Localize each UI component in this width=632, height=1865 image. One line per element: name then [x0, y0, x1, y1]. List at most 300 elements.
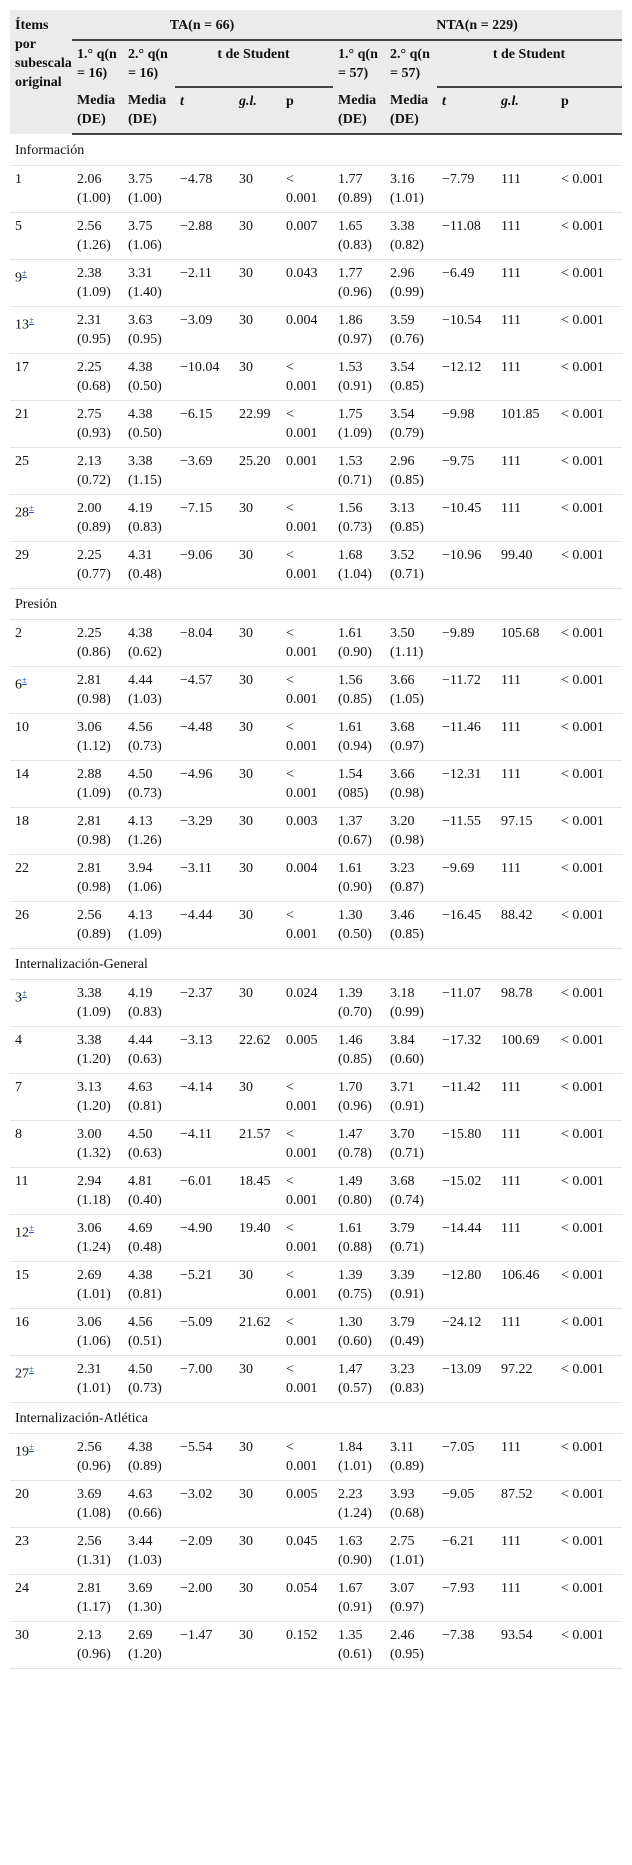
- value-cell-nta2: 3.79 (0.71): [385, 1214, 437, 1261]
- item-number: 19: [15, 1444, 29, 1460]
- item-cell: [10, 212, 72, 259]
- value-cell-ta1: 2.00 (0.89): [72, 494, 123, 541]
- value-cell-nta-t: −9.69: [437, 854, 496, 901]
- section-row: [10, 948, 622, 979]
- value-cell-nta2: 3.46 (0.85): [385, 901, 437, 948]
- footnote-link[interactable]: ±: [29, 1222, 34, 1233]
- value-cell-ta-t: −5.09: [175, 1308, 234, 1355]
- item-number: 2: [15, 625, 22, 641]
- value-cell-nta-gl: 111: [496, 353, 556, 400]
- value-cell-nta1: 1.68 (1.04): [333, 541, 385, 588]
- value-cell-nta-t: −10.45: [437, 494, 496, 541]
- value-cell-ta2: 3.94 (1.06): [123, 854, 175, 901]
- value-cell-ta-p: < 0.001: [281, 165, 333, 212]
- value-cell-ta1: 2.81 (0.98): [72, 854, 123, 901]
- value-cell-ta1: 3.38 (1.20): [72, 1026, 123, 1073]
- value-cell-ta-p: < 0.001: [281, 1167, 333, 1214]
- value-cell-nta2: 3.18 (0.99): [385, 979, 437, 1026]
- value-cell-nta2: 3.71 (0.91): [385, 1073, 437, 1120]
- value-cell-ta-p: 0.024: [281, 979, 333, 1026]
- value-cell-ta2: 2.69 (1.20): [123, 1621, 175, 1668]
- value-cell-nta-p: < 0.001: [556, 1308, 622, 1355]
- value-cell-ta-gl: 30: [234, 1527, 281, 1574]
- item-cell: [10, 854, 72, 901]
- value-cell-nta-gl: 111: [496, 713, 556, 760]
- section-row: [10, 1402, 622, 1433]
- value-cell-nta-p: < 0.001: [556, 713, 622, 760]
- nta-gl-header: g.l.: [496, 87, 556, 134]
- table-row: [10, 1433, 622, 1480]
- value-cell-nta-t: −6.21: [437, 1527, 496, 1574]
- section-title: Internalización-General: [10, 948, 622, 979]
- value-cell-nta2: 3.23 (0.83): [385, 1355, 437, 1402]
- value-cell-ta2: 4.56 (0.51): [123, 1308, 175, 1355]
- item-number: 6: [15, 677, 22, 693]
- value-cell-ta-t: −4.78: [175, 165, 234, 212]
- value-cell-nta-p: < 0.001: [556, 400, 622, 447]
- value-cell-ta1: 2.38 (1.09): [72, 259, 123, 306]
- value-cell-ta1: 2.56 (0.96): [72, 1433, 123, 1480]
- value-cell-ta-gl: 30: [234, 306, 281, 353]
- value-cell-nta-t: −13.09: [437, 1355, 496, 1402]
- value-cell-nta-t: −9.05: [437, 1480, 496, 1527]
- footnote-link[interactable]: ±: [22, 674, 27, 685]
- value-cell-ta2: 3.75 (1.00): [123, 165, 175, 212]
- value-cell-ta1: 2.25 (0.86): [72, 619, 123, 666]
- value-cell-nta-t: −7.38: [437, 1621, 496, 1668]
- value-cell-nta-t: −12.31: [437, 760, 496, 807]
- value-cell-nta-t: −6.49: [437, 259, 496, 306]
- value-cell-ta-t: −2.11: [175, 259, 234, 306]
- value-cell-ta2: 4.56 (0.73): [123, 713, 175, 760]
- value-cell-nta-p: < 0.001: [556, 541, 622, 588]
- value-cell-ta-gl: 30: [234, 165, 281, 212]
- value-cell-nta-t: −7.93: [437, 1574, 496, 1621]
- value-cell-ta-p: 0.003: [281, 807, 333, 854]
- table-row: [10, 901, 622, 948]
- value-cell-ta-t: −3.09: [175, 306, 234, 353]
- value-cell-ta-gl: 21.57: [234, 1120, 281, 1167]
- value-cell-ta-gl: 30: [234, 760, 281, 807]
- table-row: [10, 1167, 622, 1214]
- item-number: 26: [15, 907, 29, 923]
- value-cell-ta1: 2.25 (0.77): [72, 541, 123, 588]
- value-cell-nta-t: −9.89: [437, 619, 496, 666]
- value-cell-nta-gl: 97.22: [496, 1355, 556, 1402]
- value-cell-nta1: 1.61 (0.90): [333, 854, 385, 901]
- nta-q2-media-header: Media (DE): [385, 87, 437, 134]
- value-cell-ta-gl: 19.40: [234, 1214, 281, 1261]
- value-cell-ta1: 2.56 (1.26): [72, 212, 123, 259]
- value-cell-ta1: 3.00 (1.32): [72, 1120, 123, 1167]
- value-cell-ta-gl: 21.62: [234, 1308, 281, 1355]
- value-cell-ta-t: −9.06: [175, 541, 234, 588]
- value-cell-ta-gl: 22.99: [234, 400, 281, 447]
- value-cell-ta-t: −1.47: [175, 1621, 234, 1668]
- value-cell-ta-p: < 0.001: [281, 494, 333, 541]
- value-cell-ta1: 2.31 (1.01): [72, 1355, 123, 1402]
- value-cell-nta-gl: 106.46: [496, 1261, 556, 1308]
- value-cell-ta-t: −2.37: [175, 979, 234, 1026]
- value-cell-ta-gl: 30: [234, 353, 281, 400]
- value-cell-nta1: 2.23 (1.24): [333, 1480, 385, 1527]
- item-number: 22: [15, 860, 29, 876]
- value-cell-ta1: 3.06 (1.06): [72, 1308, 123, 1355]
- value-cell-ta-t: −3.69: [175, 447, 234, 494]
- table-row: [10, 165, 622, 212]
- item-cell: [10, 619, 72, 666]
- footnote-link[interactable]: ±: [29, 1363, 34, 1374]
- item-cell: [10, 1621, 72, 1668]
- item-cell: [10, 666, 72, 713]
- value-cell-ta-t: −2.00: [175, 1574, 234, 1621]
- value-cell-nta1: 1.77 (0.96): [333, 259, 385, 306]
- item-number: 5: [15, 218, 22, 234]
- item-number: 1: [15, 171, 22, 187]
- item-number: 7: [15, 1079, 22, 1095]
- table-row: [10, 1261, 622, 1308]
- item-number: 17: [15, 359, 29, 375]
- value-cell-nta2: 3.52 (0.71): [385, 541, 437, 588]
- value-cell-nta-gl: 111: [496, 1073, 556, 1120]
- value-cell-nta-p: < 0.001: [556, 1355, 622, 1402]
- value-cell-ta2: 4.38 (0.50): [123, 400, 175, 447]
- value-cell-nta1: 1.49 (0.80): [333, 1167, 385, 1214]
- nta-p-header: p: [556, 87, 622, 134]
- table-row: [10, 212, 622, 259]
- value-cell-nta2: 3.68 (0.97): [385, 713, 437, 760]
- section-title: Información: [10, 134, 622, 165]
- value-cell-ta2: 4.44 (1.03): [123, 666, 175, 713]
- value-cell-ta-gl: 30: [234, 619, 281, 666]
- item-number: 24: [15, 1580, 29, 1596]
- item-number: 28: [15, 505, 29, 521]
- value-cell-ta1: 3.13 (1.20): [72, 1073, 123, 1120]
- ta-group-header: TA(n = 66): [72, 10, 333, 40]
- item-cell: [10, 901, 72, 948]
- value-cell-nta-gl: 111: [496, 306, 556, 353]
- value-cell-nta-gl: 111: [496, 447, 556, 494]
- value-cell-ta1: 2.56 (1.31): [72, 1527, 123, 1574]
- table-row: [10, 1120, 622, 1167]
- ta-q1-media-header: Media (DE): [72, 87, 123, 134]
- item-cell: [10, 760, 72, 807]
- item-cell: [10, 1527, 72, 1574]
- nta-t-header: t: [437, 87, 496, 134]
- value-cell-ta2: 4.13 (1.26): [123, 807, 175, 854]
- item-cell: [10, 165, 72, 212]
- value-cell-ta-gl: 30: [234, 1480, 281, 1527]
- item-number: 13: [15, 317, 29, 333]
- item-number: 30: [15, 1627, 29, 1643]
- value-cell-nta-gl: 88.42: [496, 901, 556, 948]
- value-cell-ta-t: −4.14: [175, 1073, 234, 1120]
- item-number: 18: [15, 813, 29, 829]
- value-cell-ta-gl: 25.20: [234, 447, 281, 494]
- value-cell-nta-p: < 0.001: [556, 666, 622, 713]
- table-row: [10, 619, 622, 666]
- value-cell-nta-t: −15.80: [437, 1120, 496, 1167]
- value-cell-ta-t: −7.00: [175, 1355, 234, 1402]
- value-cell-ta-t: −4.57: [175, 666, 234, 713]
- table-row: [10, 1355, 622, 1402]
- value-cell-ta2: 4.38 (0.81): [123, 1261, 175, 1308]
- nta-student-header: t de Student: [437, 40, 622, 87]
- table-row: [10, 1026, 622, 1073]
- value-cell-ta-p: 0.005: [281, 1026, 333, 1073]
- item-cell: [10, 1214, 72, 1261]
- value-cell-ta-t: −6.01: [175, 1167, 234, 1214]
- value-cell-nta2: 3.66 (0.98): [385, 760, 437, 807]
- value-cell-nta-t: −14.44: [437, 1214, 496, 1261]
- value-cell-nta2: 3.13 (0.85): [385, 494, 437, 541]
- value-cell-ta-t: −4.90: [175, 1214, 234, 1261]
- table-row: [10, 447, 622, 494]
- value-cell-nta-t: −16.45: [437, 901, 496, 948]
- item-cell: [10, 807, 72, 854]
- value-cell-nta2: 2.46 (0.95): [385, 1621, 437, 1668]
- footnote-link[interactable]: ±: [29, 1441, 34, 1452]
- value-cell-ta-t: −4.96: [175, 760, 234, 807]
- value-cell-ta-p: 0.004: [281, 306, 333, 353]
- value-cell-ta2: 4.50 (0.73): [123, 1355, 175, 1402]
- value-cell-nta1: 1.37 (0.67): [333, 807, 385, 854]
- value-cell-nta-t: −9.98: [437, 400, 496, 447]
- value-cell-nta2: 3.54 (0.85): [385, 353, 437, 400]
- value-cell-nta2: 3.93 (0.68): [385, 1480, 437, 1527]
- value-cell-nta2: 3.11 (0.89): [385, 1433, 437, 1480]
- value-cell-ta2: 3.44 (1.03): [123, 1527, 175, 1574]
- item-number: 11: [15, 1173, 29, 1189]
- value-cell-ta2: 4.44 (0.63): [123, 1026, 175, 1073]
- value-cell-nta-gl: 111: [496, 259, 556, 306]
- value-cell-ta-gl: 30: [234, 979, 281, 1026]
- table-row: [10, 760, 622, 807]
- items-column-header: Ítems por subescala original: [10, 10, 72, 134]
- value-cell-nta-t: −15.02: [437, 1167, 496, 1214]
- value-cell-nta-gl: 111: [496, 1527, 556, 1574]
- value-cell-ta1: 3.06 (1.12): [72, 713, 123, 760]
- item-cell: [10, 494, 72, 541]
- value-cell-nta2: 3.54 (0.79): [385, 400, 437, 447]
- value-cell-nta2: 3.39 (0.91): [385, 1261, 437, 1308]
- ta-q1-header: 1.° q(n = 16): [72, 40, 123, 87]
- value-cell-nta1: 1.56 (0.85): [333, 666, 385, 713]
- nta-group-header: NTA(n = 229): [333, 10, 622, 40]
- nta-q1-header: 1.° q(n = 57): [333, 40, 385, 87]
- value-cell-ta-p: 0.054: [281, 1574, 333, 1621]
- item-number: 8: [15, 1126, 22, 1142]
- ta-gl-header: g.l.: [234, 87, 281, 134]
- item-number: 12: [15, 1225, 29, 1241]
- value-cell-nta-t: −7.79: [437, 165, 496, 212]
- item-cell: [10, 541, 72, 588]
- table-row: [10, 854, 622, 901]
- item-cell: [10, 1026, 72, 1073]
- value-cell-nta1: 1.86 (0.97): [333, 306, 385, 353]
- value-cell-nta-gl: 99.40: [496, 541, 556, 588]
- item-cell: [10, 1480, 72, 1527]
- value-cell-ta-t: −3.11: [175, 854, 234, 901]
- value-cell-ta2: 4.50 (0.63): [123, 1120, 175, 1167]
- item-cell: [10, 1073, 72, 1120]
- value-cell-ta1: 2.06 (1.00): [72, 165, 123, 212]
- value-cell-ta1: 2.13 (0.72): [72, 447, 123, 494]
- value-cell-nta-gl: 98.78: [496, 979, 556, 1026]
- value-cell-ta-t: −4.11: [175, 1120, 234, 1167]
- value-cell-nta1: 1.46 (0.85): [333, 1026, 385, 1073]
- item-number: 10: [15, 719, 29, 735]
- value-cell-ta-gl: 30: [234, 494, 281, 541]
- value-cell-nta-gl: 105.68: [496, 619, 556, 666]
- value-cell-nta2: 2.96 (0.99): [385, 259, 437, 306]
- value-cell-nta-t: −10.54: [437, 306, 496, 353]
- item-cell: [10, 713, 72, 760]
- value-cell-ta-t: −3.29: [175, 807, 234, 854]
- item-number: 23: [15, 1533, 29, 1549]
- value-cell-nta-gl: 111: [496, 1167, 556, 1214]
- table-row: [10, 1214, 622, 1261]
- value-cell-nta-gl: 111: [496, 854, 556, 901]
- table-row: [10, 400, 622, 447]
- value-cell-ta-p: 0.045: [281, 1527, 333, 1574]
- item-number: 29: [15, 547, 29, 563]
- item-cell: [10, 1574, 72, 1621]
- value-cell-ta-t: −2.09: [175, 1527, 234, 1574]
- value-cell-nta-gl: 111: [496, 494, 556, 541]
- value-cell-nta-p: < 0.001: [556, 259, 622, 306]
- value-cell-ta2: 4.13 (1.09): [123, 901, 175, 948]
- value-cell-nta-gl: 97.15: [496, 807, 556, 854]
- value-cell-ta-p: < 0.001: [281, 353, 333, 400]
- footnote-link[interactable]: ±: [29, 314, 34, 325]
- item-cell: [10, 1355, 72, 1402]
- footnote-link[interactable]: ±: [22, 267, 27, 278]
- value-cell-nta1: 1.61 (0.88): [333, 1214, 385, 1261]
- value-cell-nta-p: < 0.001: [556, 979, 622, 1026]
- value-cell-nta-p: < 0.001: [556, 212, 622, 259]
- value-cell-nta1: 1.39 (0.70): [333, 979, 385, 1026]
- value-cell-ta-t: −8.04: [175, 619, 234, 666]
- item-number: 14: [15, 766, 29, 782]
- value-cell-nta1: 1.65 (0.83): [333, 212, 385, 259]
- value-cell-ta-p: < 0.001: [281, 1433, 333, 1480]
- value-cell-ta-gl: 30: [234, 713, 281, 760]
- value-cell-ta-p: < 0.001: [281, 713, 333, 760]
- ta-t-header: t: [175, 87, 234, 134]
- value-cell-ta-gl: 30: [234, 666, 281, 713]
- value-cell-nta-gl: 111: [496, 212, 556, 259]
- value-cell-nta-t: −11.42: [437, 1073, 496, 1120]
- section-title: Internalización-Atlética: [10, 1402, 622, 1433]
- value-cell-nta-p: < 0.001: [556, 854, 622, 901]
- value-cell-nta-p: < 0.001: [556, 1073, 622, 1120]
- value-cell-nta2: 3.50 (1.11): [385, 619, 437, 666]
- value-cell-ta-gl: 30: [234, 1433, 281, 1480]
- value-cell-nta1: 1.63 (0.90): [333, 1527, 385, 1574]
- value-cell-nta-p: < 0.001: [556, 1574, 622, 1621]
- value-cell-nta1: 1.67 (0.91): [333, 1574, 385, 1621]
- value-cell-ta2: 3.63 (0.95): [123, 306, 175, 353]
- value-cell-nta1: 1.35 (0.61): [333, 1621, 385, 1668]
- value-cell-ta1: 2.69 (1.01): [72, 1261, 123, 1308]
- section-row: [10, 134, 622, 165]
- value-cell-nta-gl: 111: [496, 1433, 556, 1480]
- footnote-link[interactable]: ±: [22, 987, 27, 998]
- value-cell-nta-p: < 0.001: [556, 619, 622, 666]
- value-cell-nta-p: < 0.001: [556, 760, 622, 807]
- value-cell-ta-gl: 30: [234, 1621, 281, 1668]
- value-cell-ta-t: −3.13: [175, 1026, 234, 1073]
- value-cell-ta1: 2.94 (1.18): [72, 1167, 123, 1214]
- value-cell-ta1: 2.56 (0.89): [72, 901, 123, 948]
- item-number: 27: [15, 1366, 29, 1382]
- item-number: 20: [15, 1486, 29, 1502]
- item-cell: [10, 1120, 72, 1167]
- value-cell-ta2: 4.38 (0.50): [123, 353, 175, 400]
- value-cell-nta-p: < 0.001: [556, 494, 622, 541]
- value-cell-nta1: 1.61 (0.90): [333, 619, 385, 666]
- value-cell-nta2: 2.96 (0.85): [385, 447, 437, 494]
- value-cell-nta2: 3.23 (0.87): [385, 854, 437, 901]
- value-cell-nta1: 1.84 (1.01): [333, 1433, 385, 1480]
- value-cell-nta2: 3.70 (0.71): [385, 1120, 437, 1167]
- value-cell-ta-t: −4.48: [175, 713, 234, 760]
- value-cell-nta-p: < 0.001: [556, 901, 622, 948]
- value-cell-nta2: 3.07 (0.97): [385, 1574, 437, 1621]
- value-cell-nta-p: < 0.001: [556, 1621, 622, 1668]
- table-row: [10, 807, 622, 854]
- item-number: 16: [15, 1314, 29, 1330]
- table-row: [10, 979, 622, 1026]
- table-header: [10, 10, 622, 134]
- value-cell-nta-gl: 100.69: [496, 1026, 556, 1073]
- value-cell-nta2: 3.84 (0.60): [385, 1026, 437, 1073]
- ta-student-header: t de Student: [175, 40, 333, 87]
- item-number: 4: [15, 1032, 22, 1048]
- value-cell-ta-p: < 0.001: [281, 541, 333, 588]
- value-cell-nta-t: −11.55: [437, 807, 496, 854]
- value-cell-ta-p: 0.043: [281, 259, 333, 306]
- item-cell: [10, 447, 72, 494]
- value-cell-nta2: 3.38 (0.82): [385, 212, 437, 259]
- nta-q1-media-header: Media (DE): [333, 87, 385, 134]
- value-cell-nta-t: −12.12: [437, 353, 496, 400]
- value-cell-ta1: 2.88 (1.09): [72, 760, 123, 807]
- item-cell: [10, 259, 72, 306]
- value-cell-ta-gl: 30: [234, 807, 281, 854]
- value-cell-nta-gl: 111: [496, 165, 556, 212]
- footnote-link[interactable]: ±: [29, 502, 34, 513]
- value-cell-nta-p: < 0.001: [556, 1026, 622, 1073]
- value-cell-nta2: 3.16 (1.01): [385, 165, 437, 212]
- value-cell-ta-p: 0.007: [281, 212, 333, 259]
- value-cell-nta-p: < 0.001: [556, 1527, 622, 1574]
- value-cell-nta-gl: 111: [496, 760, 556, 807]
- value-cell-ta-p: < 0.001: [281, 1355, 333, 1402]
- item-cell: [10, 400, 72, 447]
- value-cell-nta-p: < 0.001: [556, 165, 622, 212]
- ta-q2-header: 2.° q(n = 16): [123, 40, 175, 87]
- value-cell-ta2: 3.75 (1.06): [123, 212, 175, 259]
- value-cell-ta-t: −7.15: [175, 494, 234, 541]
- value-cell-ta-gl: 30: [234, 1073, 281, 1120]
- value-cell-nta-p: < 0.001: [556, 1120, 622, 1167]
- value-cell-nta1: 1.53 (0.91): [333, 353, 385, 400]
- value-cell-nta-t: −7.05: [437, 1433, 496, 1480]
- value-cell-nta-t: −12.80: [437, 1261, 496, 1308]
- value-cell-ta-p: < 0.001: [281, 1073, 333, 1120]
